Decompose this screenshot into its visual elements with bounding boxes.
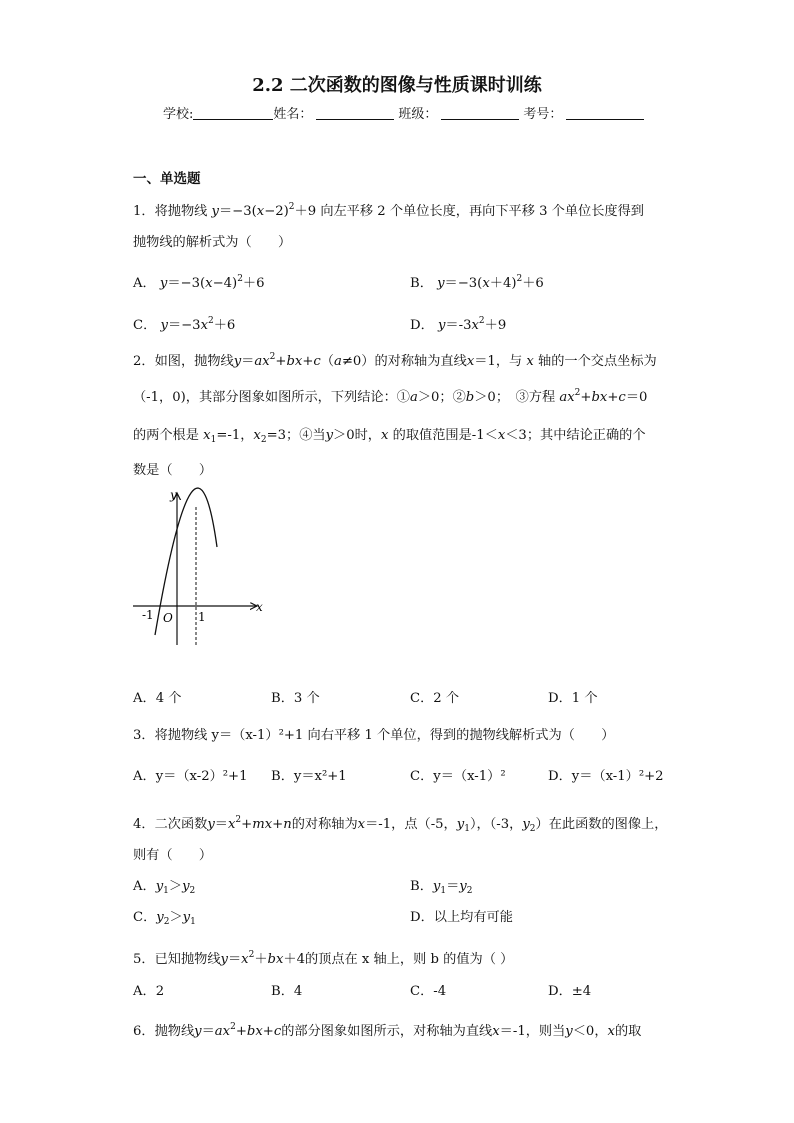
q5-option-a[interactable]: A．2 (133, 984, 165, 999)
q5-option-d[interactable]: D．±4 (548, 984, 592, 999)
q2-option-b[interactable]: B．3 个 (271, 691, 320, 706)
q2-option-d[interactable]: D．1 个 (548, 691, 598, 706)
q1-option-c: C． $y=-3x^2+6$ (133, 316, 236, 333)
q2-line3: 的两个根是 $x_1=-1$，$x_2=3$；④当y＞0时，x 的取值范围是-1＜x＜3；其中结论正确的个 (133, 428, 646, 445)
one-label: 1 (198, 610, 206, 624)
section-heading: 一、单选题 (133, 171, 201, 187)
name-blank[interactable] (316, 105, 394, 120)
q3-option-c[interactable]: C．y＝（x-1）² (410, 769, 506, 784)
q2-option-a[interactable]: A．4 个 (133, 691, 182, 706)
y-axis-label: y (170, 488, 177, 502)
page-title: 2.2 二次函数的图像与性质课时训练 (252, 75, 542, 96)
q4-option-d[interactable]: D．以上均有可能 (410, 910, 513, 925)
q1-option-d: D． $y=-3x^2+9$ (410, 316, 507, 333)
school-label: 学校: (163, 107, 194, 122)
school-blank[interactable] (193, 105, 273, 120)
x-axis-label: x (256, 600, 263, 614)
q1-line2: 抛物线的解析式为（ ） (133, 235, 292, 250)
q1-option-b: B． $y=-3(x+4)^2+6$ (410, 274, 544, 291)
q1-option-a: A． $y=-3(x-4)^2+6$ (133, 274, 265, 291)
class-label: 班级： (398, 107, 438, 122)
q3-option-d[interactable]: D．y＝（x-1）²+2 (548, 769, 664, 784)
q4-option-c[interactable]: C．$y_2>y_1$ (133, 910, 196, 927)
class-blank[interactable] (441, 105, 519, 120)
q3-option-a[interactable]: A．y＝（x-2）²+1 (133, 769, 248, 784)
q3-option-b[interactable]: B．y＝x²+1 (271, 769, 347, 784)
name-label: 姓名： (273, 107, 313, 122)
q2-line1: 2．如图，抛物线$y=ax^2+bx+c(a\ne 0)$的对称轴为直线x＝1，与 x 轴的一个交点坐标为 (133, 352, 657, 369)
q1-formula: $y=-3(x-2)^2+9$ (211, 202, 317, 219)
number-blank[interactable] (566, 105, 644, 120)
origin-label: O (163, 611, 173, 625)
q1-line1: 1．将抛物线 $y=-3(x-2)^2+9$ 向左平移 2 个单位长度，再向下平移 3 个单位长度得到 (133, 202, 644, 219)
q5-option-b[interactable]: B．4 (271, 984, 303, 999)
q4-option-a[interactable]: A．$y_1>y_2$ (133, 879, 196, 896)
q4-line1: 4．二次函数$y=x^2+mx+n$的对称轴为x＝-1，点（-5，$y_1$），（-3，$y_2$）在此函数的图像上， (133, 815, 668, 834)
q4-line2: 则有（ ） (133, 848, 213, 863)
neg-one-label: -1 (142, 608, 154, 622)
q2-option-c[interactable]: C．2 个 (410, 691, 460, 706)
q2-parabola-graph (125, 485, 275, 655)
q6-line1: 6．抛物线$y=ax^2+bx+c$的部分图象如图所示，对称轴为直线x＝-1，则当y＜0，x的取 (133, 1022, 642, 1039)
number-label: 考号： (523, 107, 563, 122)
q3-stem: 3．将抛物线 y＝（x-1）²+1 向右平移 1 个单位，得到的抛物线解析式为（ ） (133, 728, 615, 743)
q4-option-b[interactable]: B．$y_1=y_2$ (410, 879, 473, 896)
student-info-line (163, 103, 644, 122)
q2-line4: 数是（ ） (133, 463, 213, 478)
q5-option-c[interactable]: C．-4 (410, 984, 447, 999)
q5-stem: 5．已知抛物线$y=x^2+bx+4$的顶点在 x 轴上，则 b 的值为（ ） (133, 950, 514, 967)
q2-line2: （-1，0)，其部分图象如图所示，下列结论：①a＞0；②b＞0； ③方程 $ax^2+bx+c=0$ (133, 388, 648, 405)
